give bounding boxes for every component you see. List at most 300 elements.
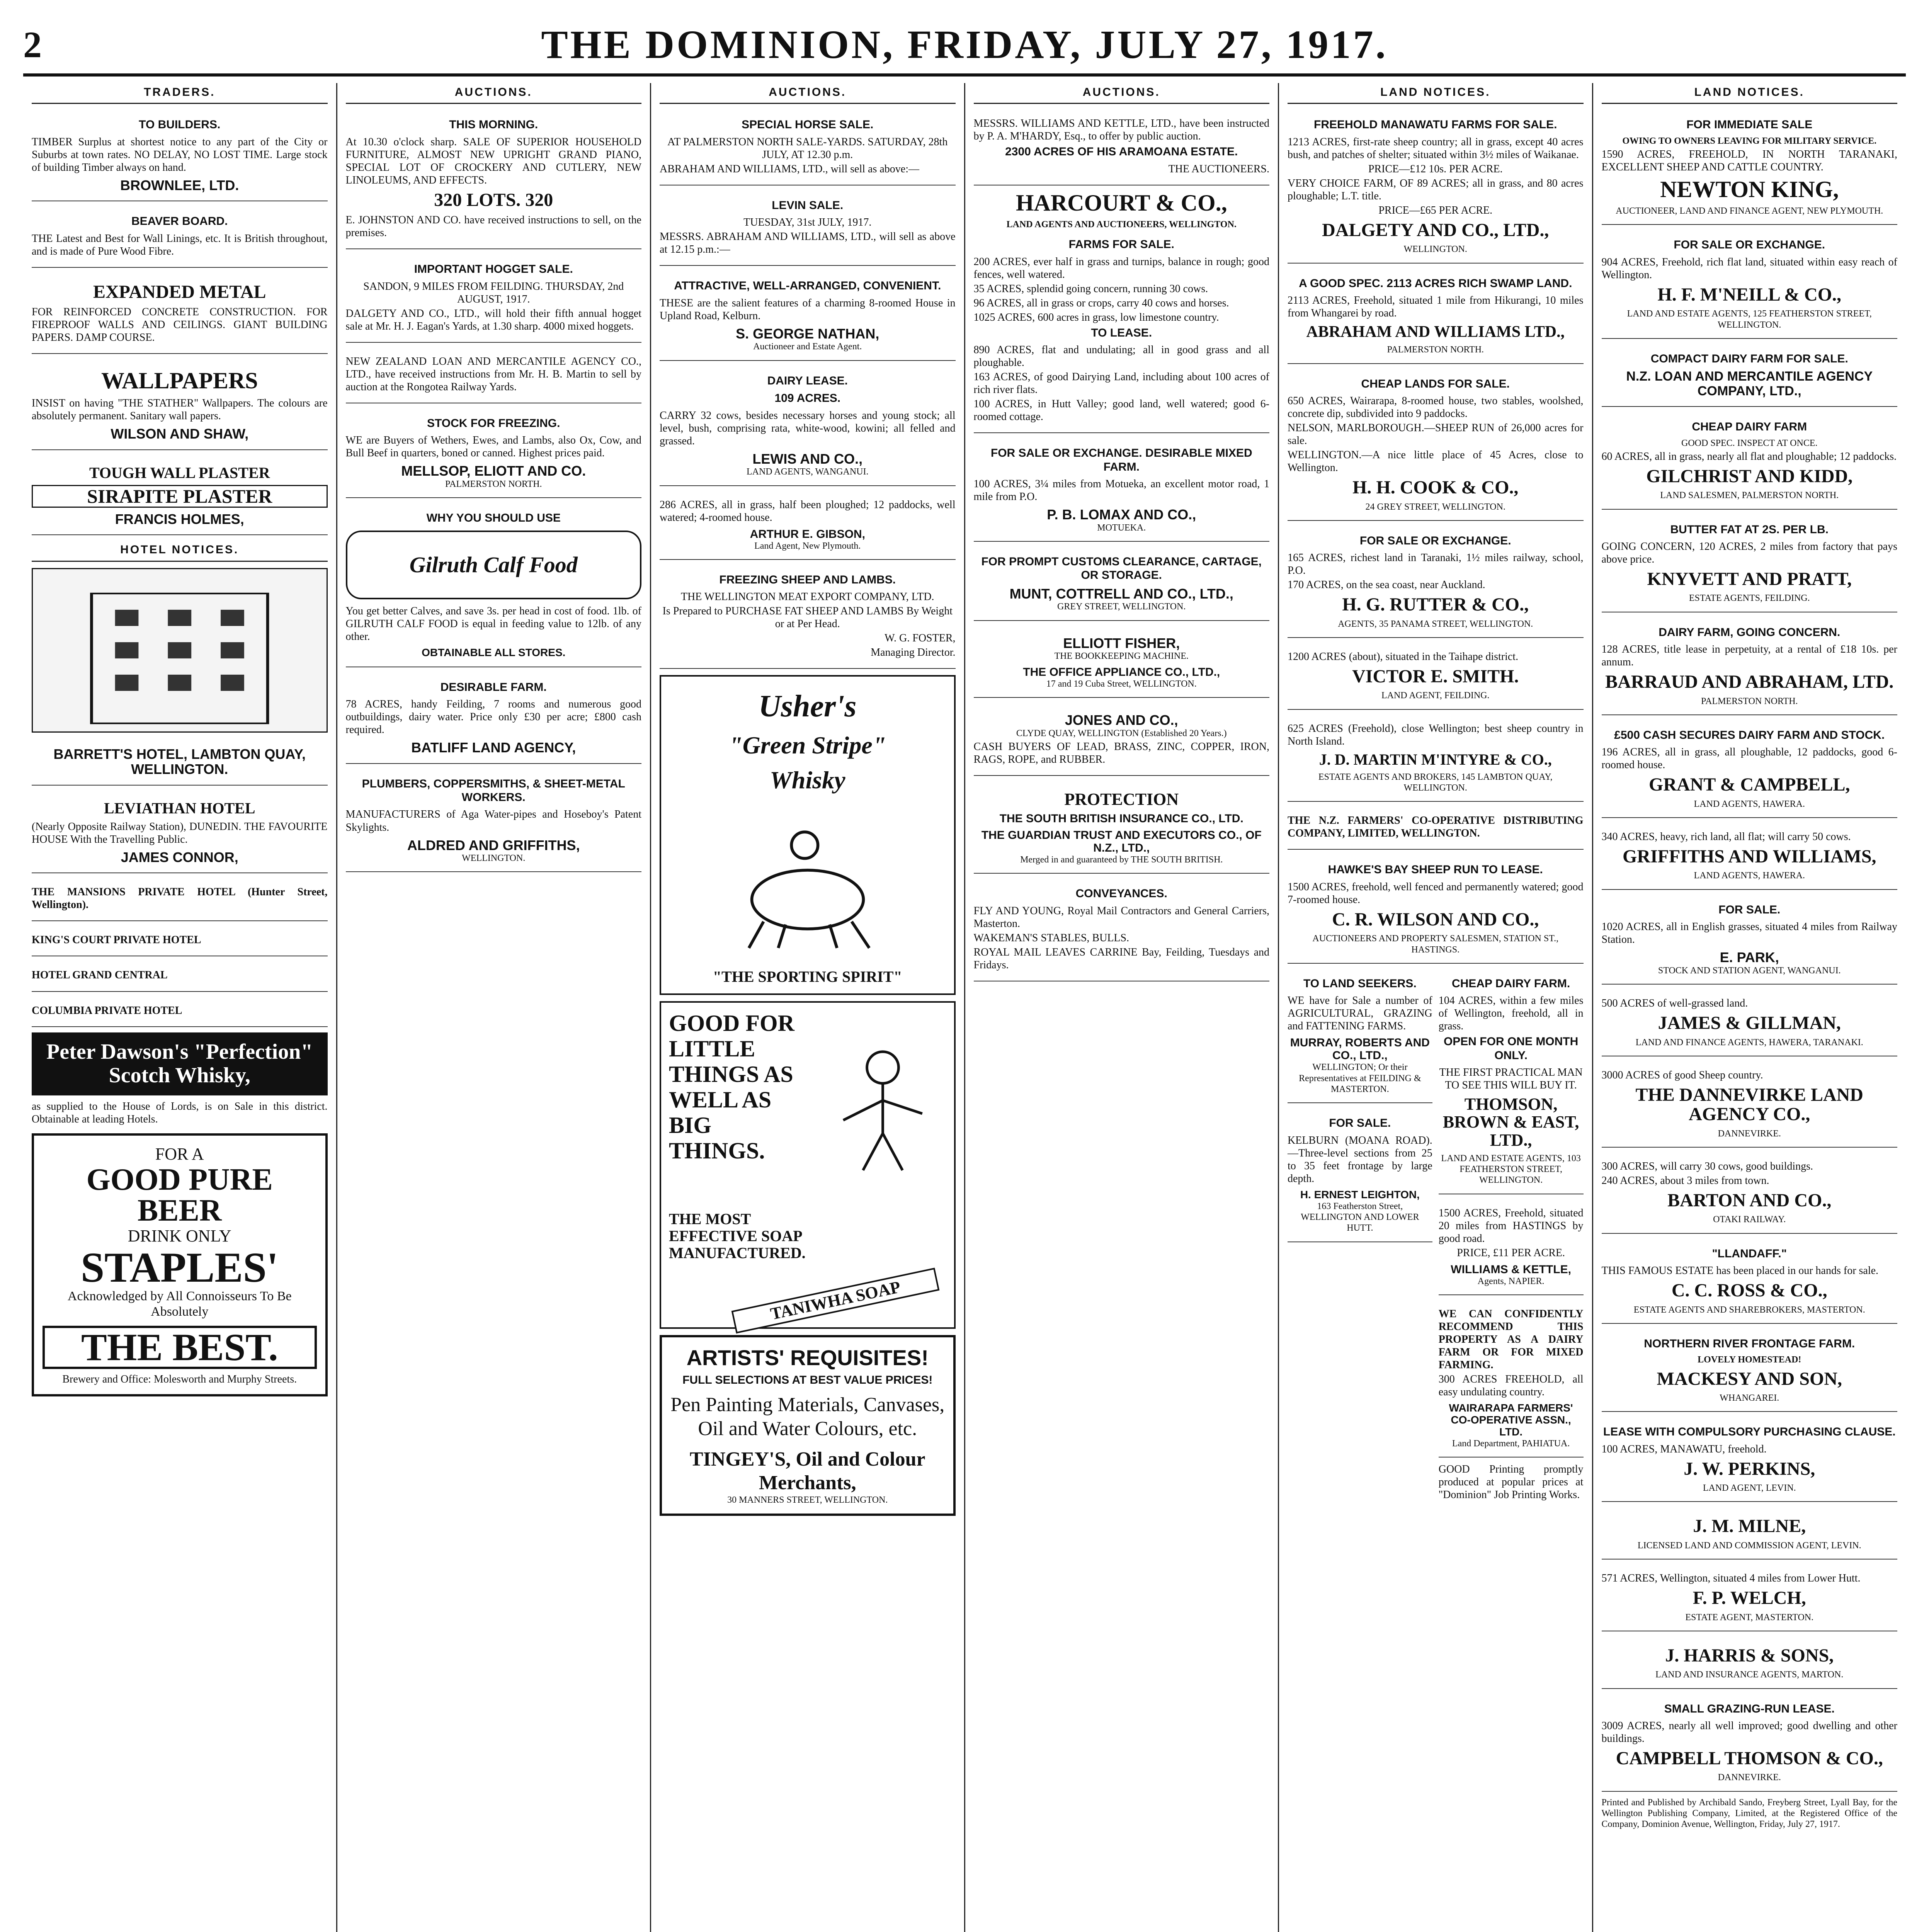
ad-jones (974, 703, 1270, 776)
ad-welch (1602, 1565, 1898, 1631)
ad-body: 200 ACRES, ever half in grass and turnips, balance in rough; good fences, well watered. (973, 255, 1269, 281)
ad-heading: ABRAHAM AND WILLIAMS LTD., (1306, 323, 1565, 341)
ad-subtitle: THIS MORNING. (449, 118, 538, 131)
ad-heading: PROTECTION (1064, 789, 1179, 809)
ad-heading: 320 LOTS. 320 (434, 189, 553, 210)
ad-farmers-coop (1288, 807, 1584, 850)
ad-heading: BARTON AND CO., (1667, 1190, 1832, 1211)
ad-advertiser: THE OFFICE APPLIANCE CO., LTD., (1023, 665, 1220, 679)
ad-location: 17 and 19 Cuba Street, WELLINGTON. (1046, 679, 1197, 689)
ad-kings-court (32, 927, 328, 956)
ad-body: 60 ACRES, all in grass, nearly all flat and ploughable; 12 paddocks. (1601, 450, 1897, 463)
ad-body: NEW ZEALAND LOAN AND MERCANTILE AGENCY CO., LTD., have received instructions from Mr. H. B. Martin to sell by auction at the Rongotea Railway Yards. (345, 355, 641, 393)
ad-location: GREY STREET, WELLINGTON. (1057, 602, 1186, 612)
ad-body: KING'S COURT PRIVATE HOTEL (32, 934, 201, 946)
ad-location: Managing Director. (871, 646, 956, 659)
ad-body: 3000 ACRES of good Sheep country. (1601, 1069, 1763, 1081)
ad-subtitle: "LLANDAFF." (1712, 1247, 1787, 1260)
ad-gilruth (346, 503, 642, 667)
beer-line: Acknowledged by All Connoisseurs To Be Absolutely (67, 1289, 292, 1319)
ad-body: 2113 ACRES, Freehold, situated 1 mile from Hikurangi, 10 miles from Whangarei by road. (1288, 294, 1584, 320)
ad-advertiser: MURRAY, ROBERTS AND CO., LTD., (1290, 1036, 1430, 1062)
column-header: LAND NOTICES. (1288, 83, 1584, 104)
ad-subtitle: FREEZING SHEEP AND LAMBS. (719, 573, 896, 586)
beer-line: FOR A (155, 1144, 204, 1163)
ad-advertiser: BATLIFF LAND AGENCY, (411, 740, 576, 756)
ad-body: THE Latest and Best for Wall Linings, etc. It is British throughout, and is made of Pure Wood Fibre. (32, 232, 328, 257)
ad-subtitle: THE BOOKKEEPING MACHINE. (1054, 651, 1189, 662)
ad-subtitle: TO LEASE. (1091, 326, 1152, 339)
soap-slogan: GOOD FOR LITTLE THINGS AS WELL AS BIG THINGS. (669, 1010, 794, 1164)
ad-mintyre (1288, 715, 1584, 802)
section-header: HOTEL NOTICES. (32, 541, 328, 561)
ad-location: ESTATE AGENT, MASTERTON. (1685, 1612, 1814, 1622)
beer-line: Brewery and Office: Molesworth and Murphy Streets. (62, 1373, 297, 1385)
artists-heading: ARTISTS' REQUISITES! (686, 1345, 929, 1370)
ad-immediate-sale (1602, 110, 1898, 225)
beer-line: GOOD PURE BEER (86, 1162, 273, 1228)
ad-body: 1025 ACRES, 600 acres in grass, low limestone country. (973, 311, 1219, 323)
ad-subtitle: TO BUILDERS. (139, 118, 221, 131)
ad-beaver (32, 207, 328, 267)
ad-location: LAND AND FINANCE AGENTS, HAWERA, TARANAKI. (1635, 1037, 1863, 1048)
ad-location: STOCK AND STATION AGENT, WANGANUI. (1658, 965, 1841, 976)
ad-location: PALMERSTON NORTH. (1387, 345, 1484, 355)
ad-heading: J. M. MILNE, (1693, 1516, 1806, 1537)
ad-mneill (1602, 230, 1898, 338)
ad-advertiser: W. G. FOSTER, (885, 632, 956, 645)
ad-grant-campbell (1602, 721, 1898, 818)
ad-subtitle: SMALL GRAZING-RUN LEASE. (1664, 1702, 1835, 1715)
ad-body: 625 ACRES (Freehold), close Wellington; best sheep country in North Island. (1288, 722, 1584, 747)
ad-timber (32, 110, 328, 201)
ad-body: WE are Buyers of Wethers, Ewes, and Lambs, also Ox, Cow, and Bull Beef in quarters, boned or canned. Highest prices paid. (345, 434, 641, 459)
column-land-notices-2 (1592, 83, 1906, 1932)
ad-body: TUESDAY, 31st JULY, 1917. (743, 216, 872, 229)
ad-price: PRICE, £11 PER ACRE. (1457, 1247, 1565, 1259)
ad-heading: LEVIATHAN HOTEL (104, 799, 255, 817)
ad-location: OTAKI RAILWAY. (1713, 1214, 1786, 1225)
ad-body: MESSRS. WILLIAMS AND KETTLE, LTD., have been instructed by P. A. M'HARDY, Esq., to offer by public auction. (973, 117, 1269, 143)
ad-body: 890 ACRES, flat and undulating; all in good grass and all ploughable. (973, 344, 1269, 369)
ad-dairy-lease (660, 366, 956, 486)
ad-body: WELLINGTON.—A nice little place of 45 Acres, close to Wellington. (1288, 449, 1584, 474)
ad-body: THIS FAMOUS ESTATE has been placed in our hands for sale. (1601, 1265, 1879, 1277)
ad-body: 1590 ACRES, FREEHOLD, IN NORTH TARANAKI, EXCELLENT SHEEP AND CATTLE COUNTRY. (1601, 148, 1897, 173)
ad-location: Auctioneer and Estate Agent. (753, 342, 862, 352)
ad-location: LAND AND INSURANCE AGENTS, MARTON. (1655, 1670, 1844, 1680)
column-header: TRADERS. (32, 83, 328, 104)
ad-body: 100 ACRES, 3¼ miles from Motueka, an excellent motor road, 1 mile from P.O. (973, 478, 1269, 503)
ad-hastings-1500 (1439, 1200, 1584, 1295)
ad-location: LAND SALESMEN, PALMERSTON NORTH. (1660, 490, 1839, 501)
ad-body: (Nearly Opposite Railway Station), DUNEDIN. THE FAVOURITE HOUSE With the Travelling Public. (32, 820, 328, 845)
ad-advertiser: LEWIS AND CO., (752, 451, 863, 467)
ad-location: Agents, NAPIER. (1477, 1276, 1545, 1286)
ad-location: ESTATE AGENTS AND BROKERS, 145 LAMBTON QUAY, WELLINGTON. (1318, 772, 1553, 793)
ad-subtitle: CONVEYANCES. (1075, 887, 1167, 900)
ad-subtitle: CLYDE QUAY, WELLINGTON (Established 20 Years.) (1016, 728, 1227, 738)
ad-heading: JAMES & GILLMAN, (1658, 1013, 1841, 1034)
ad-body: 240 ACRES, about 3 miles from town. (1601, 1175, 1769, 1187)
ad-heading: EXPANDED METAL (93, 281, 266, 302)
ad-body: THESE are the salient features of a charming 8-roomed House in Upland Road, Kelburn. (660, 297, 956, 322)
column-traders (23, 83, 336, 1932)
ad-location: WELLINGTON. (462, 853, 526, 864)
ad-body: as supplied to the House of Lords, is on Sale in this district. Obtainable at leading Hotels. (32, 1100, 328, 1125)
ad-subtitle: FOR SALE. (1329, 1117, 1391, 1130)
ad-subtitle: FOR SALE OR EXCHANGE. (1674, 238, 1825, 252)
ad-subtitle: FOR SALE OR EXCHANGE. (1359, 534, 1511, 547)
harcourt-heading: HARCOURT & CO., (1016, 190, 1227, 216)
ad-body: Is Prepared to PURCHASE FAT SHEEP AND LAMBS By Weight or at Per Head. (662, 605, 953, 630)
artists-merchant: TINGEY'S, Oil and Colour Merchants, (689, 1448, 925, 1494)
ad-body: 1200 ACRES (about), situated in the Taihape district. (1288, 651, 1519, 663)
ad-meat-export (660, 565, 956, 669)
ad-subtitle: ATTRACTIVE, WELL-ARRANGED, CONVENIENT. (674, 279, 941, 293)
column-auctions-1 (336, 83, 650, 1932)
ad-subtitle: HAWKE'S BAY SHEEP RUN TO LEASE. (1328, 863, 1543, 876)
ad-location: DANNEVIRKE. (1718, 1128, 1781, 1139)
ad-body: 340 ACRES, heavy, rich land, all flat; will carry 50 cows. (1601, 831, 1851, 843)
artists-subheading: FULL SELECTIONS AT BEST VALUE PRICES! (682, 1373, 933, 1386)
ad-advertiser: ELLIOTT FISHER, (1063, 635, 1180, 651)
ad-subtitle: DESIRABLE FARM. (440, 680, 547, 694)
beer-line: STAPLES' (81, 1243, 279, 1291)
ad-advertiser: BARRETT'S HOTEL, LAMBTON QUAY, WELLINGTON. (53, 746, 306, 777)
ad-knyvett (1602, 515, 1898, 612)
ad-manawatu-farms (1288, 110, 1584, 263)
ad-body: DALGETY AND CO., LTD., will hold their fifth annual hogget sale at Mr. H. J. Eagan's Yards, at 1.30 sharp. 4000 mixed hoggets. (345, 307, 641, 332)
ad-body: 128 ACRES, title lease in perpetuity, at a rental of £18 10s. per annum. (1601, 643, 1897, 668)
ad-heading: J. HARRIS & SONS, (1665, 1645, 1834, 1666)
ad-body: 165 ACRES, richest land in Taranaki, 1½ miles railway, school, P.O. (1288, 552, 1584, 577)
columns (23, 83, 1906, 1932)
ad-body: 1500 ACRES, freehold, well fenced and permanently watered; good 7-roomed house. (1288, 881, 1584, 906)
ad-printing: GOOD Printing promptly produced at popular prices at "Dominion" Job Printing Works. (1438, 1463, 1584, 1501)
ad-barraud (1602, 618, 1898, 715)
ad-advertiser: MUNT, COTTRELL AND CO., LTD., (1009, 585, 1233, 602)
ad-body: ROYAL MAIL LEAVES CARRINE Bay, Feilding, Tuesdays and Fridays. (973, 946, 1269, 971)
ad-body: E. JOHNSTON AND CO. have received instructions to sell, on the premises. (345, 214, 641, 239)
ad-grand-central (32, 962, 328, 992)
ad-body: THE FIRST PRACTICAL MAN TO SEE THIS WILL BUY IT. (1439, 1066, 1583, 1092)
ad-subtitle: STOCK FOR FREEZING. (427, 417, 560, 430)
ad-body: MESSRS. ABRAHAM AND WILLIAMS, LTD., will sell as above at 12.15 p.m.:— (660, 231, 956, 256)
ad-body: 104 ACRES, within a few miles of Wellington, freehold, all in grass. (1438, 995, 1584, 1032)
ad-body: THE N.Z. FARMERS' CO-OPERATIVE DISTRIBUTING COMPANY, LIMITED, WELLINGTON. (1288, 815, 1584, 840)
ad-price: PRICE—£65 PER ACRE. (1378, 204, 1493, 216)
ad-location: AGENTS, 35 PANAMA STREET, WELLINGTON. (1338, 619, 1533, 629)
ad-plaster (32, 456, 328, 535)
ad-aramoana (974, 110, 1270, 185)
ad-advertiser: N.Z. LOAN AND MERCANTILE AGENCY COMPANY, LTD., (1626, 369, 1873, 398)
ad-griffiths (1602, 823, 1898, 890)
ad-munt-cottrell (974, 547, 1270, 621)
ad-location: AUCTIONEER, LAND AND FINANCE AGENT, NEW PLYMOUTH. (1616, 206, 1883, 216)
ad-location: WELLINGTON; Or their Representatives at FEILDING & MASTERTON. (1299, 1062, 1421, 1095)
ad-location: WELLINGTON. (1403, 244, 1467, 255)
ad-nz-loan (346, 348, 642, 403)
ad-llandaff (1602, 1239, 1898, 1324)
ad-advertiser: E. PARK, (1720, 949, 1779, 966)
ad-body: 1020 ACRES, all in English grasses, situated 4 miles from Railway Station. (1601, 921, 1897, 946)
ad-body: 170 ACRES, on the sea coast, near Auckland. (1288, 579, 1485, 591)
ad-body: HOTEL GRAND CENTRAL (32, 969, 168, 981)
ad-location: LAND AND ESTATE AGENTS, 103 FEATHERSTON STREET, WELLINGTON. (1441, 1153, 1581, 1185)
ad-heading: NEWTON KING, (1660, 177, 1839, 202)
column-header: AUCTIONS. (346, 83, 642, 104)
ad-286-acres (660, 492, 956, 560)
ad-subtitle: DAIRY FARM, GOING CONCERN. (1659, 626, 1841, 639)
ad-rutter (1288, 526, 1584, 638)
ad-location: PALMERSTON NORTH. (445, 479, 542, 490)
column-header: AUCTIONS. (974, 83, 1270, 104)
ad-artists-requisites (660, 1335, 956, 1515)
ad-advertiser: BROWNLEE, LTD. (120, 177, 239, 193)
ad-location: MOTUEKA. (1097, 522, 1146, 533)
ad-subtitle: 109 ACRES. (774, 392, 841, 405)
ad-heading: TOUGH WALL PLASTER (89, 464, 270, 482)
ad-body: FLY AND YOUNG, Royal Mail Contractors and General Carriers, Masterton. (973, 905, 1269, 930)
figure-icon (810, 1026, 942, 1188)
ad-advertiser: WILSON AND SHAW, (111, 426, 249, 442)
ad-body: 78 ACRES, handy Feilding, 7 rooms and numerous good outbuildings, dairy water. Price only £30 per acre; £800 cash required. (345, 698, 641, 736)
column-land-notices-1 (1278, 83, 1592, 1932)
ad-heading: CAMPBELL THOMSON & CO., (1616, 1748, 1883, 1769)
ad-heading: GRIFFITHS AND WILLIAMS, (1622, 846, 1876, 867)
split-right (1439, 969, 1584, 1503)
ad-advertiser: S. GEORGE NATHAN, (736, 325, 879, 342)
ad-subtitle: LEVIN SALE. (772, 199, 844, 212)
ad-heading: GILCHRIST AND KIDD, (1646, 466, 1853, 486)
ad-land-seekers (1288, 969, 1432, 1103)
ad-advertiser: JONES AND CO., (1065, 712, 1178, 728)
ad-body: 35 ACRES, splendid going concern, running 30 cows. (973, 282, 1208, 295)
ad-subtitle: OWING TO OWNERS LEAVING FOR MILITARY SERVICE. (1622, 136, 1877, 146)
ad-body: INSIST on having "THE STATHER" Wallpapers. The colours are absolutely permanent. Sanitary wall papers. (32, 397, 328, 422)
ad-body: THE WELLINGTON MEAT EXPORT COMPANY, LTD. (680, 591, 934, 603)
ad-body: SANDON, 9 MILES FROM FEILDING. THURSDAY, 2nd AUGUST, 1917. (363, 280, 624, 305)
ad-body: AT PALMERSTON NORTH SALE-YARDS. SATURDAY, 28th JULY, AT 12.30 p.m. (667, 136, 948, 161)
ad-subtitle: WHY YOU SHOULD USE (426, 512, 561, 525)
split-left (1288, 969, 1432, 1503)
ad-advertiser: THE GUARDIAN TRUST AND EXECUTORS CO., OF N.Z., LTD., (981, 829, 1262, 855)
ad-heading: THE DANNEVIRKE LAND AGENCY CO., (1635, 1084, 1863, 1125)
ad-body: 300 ACRES, will carry 30 cows, good buildings. (1601, 1160, 1813, 1172)
ad-body: 650 ACRES, Wairarapa, 8-roomed house, two stables, woolshed, concrete dip, subdivided into 9 paddocks. (1288, 395, 1584, 420)
ad-advertiser: FRANCIS HOLMES, (115, 511, 244, 527)
jockey-icon (691, 804, 925, 951)
masthead (23, 15, 1906, 77)
soap-claim: THE MOST EFFECTIVE SOAP MANUFACTURED. (669, 1210, 806, 1262)
ad-dannevirke (1602, 1062, 1898, 1148)
ad-heading: H. F. M'NEILL & CO., (1657, 284, 1842, 305)
ad-swamp-land (1288, 269, 1584, 364)
ad-body: 1500 ACRES, Freehold, situated 20 miles from HASTINGS by good road. (1438, 1207, 1584, 1245)
beer-line: DRINK ONLY (128, 1226, 231, 1245)
ad-park (1602, 895, 1898, 985)
ad-subtitle: SPECIAL HORSE SALE. (742, 118, 874, 131)
ad-mackesy (1602, 1329, 1898, 1412)
ad-cheap-lands (1288, 369, 1584, 521)
ad-subtitle: LOVELY HOMESTEAD! (1698, 1355, 1801, 1365)
ad-subtitle: COMPACT DAIRY FARM FOR SALE. (1650, 352, 1848, 365)
ad-subtitle: 2300 ACRES OF HIS ARAMOANA ESTATE. (1005, 145, 1238, 158)
ad-location: PALMERSTON NORTH. (1701, 696, 1798, 706)
ad-heading: F. P. WELCH, (1693, 1588, 1806, 1609)
ad-body: 196 ACRES, all in grass, all ploughable, 12 paddocks, good 6-roomed house. (1601, 746, 1897, 771)
ad-compact-dairy (1602, 344, 1898, 407)
column-header: LAND NOTICES. (1602, 83, 1898, 104)
ad-desirable-farm (346, 673, 642, 764)
ad-location: 163 Featherston Street, WELLINGTON AND LOWER HUTT. (1301, 1201, 1419, 1233)
ad-motueka-farm (974, 439, 1270, 542)
ad-body: 100 ACRES, MANAWATU, freehold. (1601, 1443, 1767, 1455)
ad-advertiser: MELLSOP, ELIOTT AND CO. (401, 463, 586, 479)
ad-location: Land Agent, New Plymouth. (754, 541, 861, 551)
ad-price: PRICE—£12 10s. PER ACRE. (1368, 163, 1503, 175)
ad-subtitle: NORTHERN RIVER FRONTAGE FARM. (1644, 1337, 1855, 1350)
ad-subtitle: FOR PROMPT CUSTOMS CLEARANCE, CARTAGE, OR STORAGE. (981, 555, 1262, 582)
ad-heading: MACKESY AND SON, (1657, 1368, 1842, 1389)
soap-bar: TANIWHA SOAP (731, 1267, 939, 1333)
ad-body: KELBURN (MOANA ROAD).—Three-level sections from 25 to 35 feet frontage by large depth. (1288, 1134, 1432, 1185)
ad-hogget-sale (346, 255, 642, 343)
ad-heading: VICTOR E. SMITH. (1352, 666, 1519, 687)
ad-body: 286 ACRES, all in grass, half been ploughed; 12 paddocks, well watered; 4-roomed house. (660, 498, 956, 524)
ad-subtitle: CHEAP DAIRY FARM. (1452, 977, 1570, 990)
ad-heading: C. R. WILSON AND CO., (1332, 909, 1539, 930)
ushers-whisky-text: Whisky (769, 766, 845, 794)
beer-line: THE BEST. (43, 1326, 317, 1369)
ad-body: FOR REINFORCED CONCRETE CONSTRUCTION. FOR FIREPROOF WALLS AND CEILINGS. GIANT BUILDING PAPERS. DAMP COURSE. (32, 306, 328, 344)
ad-subtitle: A GOOD SPEC. 2113 ACRES RICH SWAMP LAND. (1299, 277, 1572, 290)
ad-cheap-dairy (1439, 969, 1584, 1194)
ad-advertiser: ARTHUR E. GIBSON, (750, 527, 865, 541)
ad-body: GOING CONCERN, 120 ACRES, 2 miles from factory that pays above price. (1601, 540, 1897, 565)
ushers-title: Usher's (759, 689, 857, 724)
ad-harcourt-farms (974, 230, 1270, 433)
ad-conveyances (974, 879, 1270, 981)
ad-body: 300 ACRES FREEHOLD, all easy undulating country. (1438, 1373, 1584, 1398)
ad-body: WE CAN CONFIDENTLY RECOMMEND THIS PROPERTY AS A DAIRY FARM OR FOR MIXED FARMING. (1438, 1308, 1584, 1371)
ad-wairarapa (1439, 1301, 1584, 1458)
ad-body: THE MANSIONS PRIVATE HOTEL (Hunter Street, Wellington). (32, 886, 328, 911)
page-number: 2 (23, 24, 42, 65)
ad-body: VERY CHOICE FARM, OF 89 ACRES; all in grass, and 80 acres ploughable; L.T. title. (1288, 177, 1584, 202)
ad-expanded-metal (32, 273, 328, 354)
ad-body: CASH BUYERS OF LEAD, BRASS, ZINC, COPPER, IRON, RAGS, ROPE, and RUBBER. (973, 740, 1269, 765)
ad-levin-sale (660, 191, 956, 266)
ad-kelburn (1288, 1109, 1432, 1242)
ad-location: Land Department, PAHIATUA. (1452, 1438, 1570, 1449)
column-header: AUCTIONS. (660, 83, 956, 104)
ad-body: At 10.30 o'clock sharp. SALE OF SUPERIOR HOUSEHOLD FURNITURE, ALMOST NEW UPRIGHT GRAND PIANO, SPECIAL LOT OF CROCKERY AND CUTLERY, NEW LINOLEUMS, AND EFFECTS. (345, 136, 641, 186)
ad-location: 24 GREY STREET, WELLINGTON. (1365, 502, 1505, 512)
ad-barretts (32, 737, 328, 786)
ad-subtitle: FOR SALE OR EXCHANGE. DESIRABLE MIXED FARM. (990, 447, 1252, 473)
ad-elliott-fisher (974, 626, 1270, 698)
ad-location: LAND AGENTS, HAWERA. (1694, 799, 1805, 809)
ushers-slogan: "THE SPORTING SPIRIT" (713, 968, 902, 986)
ad-leviathan (32, 791, 328, 874)
ad-body: 904 ACRES, Freehold, rich flat land, situated within easy reach of Wellington. (1601, 256, 1897, 281)
ad-body: NELSON, MARLBOROUGH.—SHEEP RUN of 26,000 acres for sale. (1288, 422, 1584, 447)
ad-heading: Peter Dawson's "Perfection" Scotch Whisky, (46, 1039, 313, 1088)
hotel-illustration (32, 568, 328, 733)
ad-subtitle: GOOD SPEC. INSPECT AT ONCE. (1681, 438, 1818, 448)
ad-location: LAND AGENTS, WANGANUI. (746, 467, 869, 477)
ad-advertiser: THE AUCTIONEERS. (1168, 163, 1269, 175)
ad-body: ABRAHAM AND WILLIAMS, LTD., will sell as above:— (660, 163, 919, 175)
ad-advertiser: OBTAINABLE ALL STORES. (422, 646, 566, 658)
ad-ushers-whisky (660, 675, 956, 995)
ad-heading: H. H. COOK & CO., (1352, 477, 1519, 498)
ad-subtitle: FOR SALE. (1718, 903, 1781, 916)
ad-perkins (1602, 1417, 1898, 1502)
ad-gilchrist (1602, 412, 1898, 509)
ad-body: 96 ACRES, all in grass or crops, carry 40 cows and horses. (973, 297, 1229, 309)
ad-campbell-thomson (1602, 1694, 1898, 1792)
ad-heading: J. W. PERKINS, (1684, 1458, 1815, 1479)
ad-subtitle: IMPORTANT HOGGET SALE. (414, 263, 573, 276)
ushers-subtitle: "Green Stripe" (729, 731, 886, 759)
ad-subtitle: FREEHOLD MANAWATU FARMS FOR SALE. (1314, 118, 1557, 131)
ad-james-gillman (1602, 990, 1898, 1056)
ad-subtitle: OPEN FOR ONE MONTH ONLY. (1443, 1035, 1579, 1062)
ad-subtitle: BEAVER BOARD. (131, 215, 228, 228)
ad-advertiser: WILLIAMS & KETTLE, (1451, 1263, 1571, 1276)
ad-body: WAKEMAN'S STABLES, BULLS. (973, 932, 1130, 944)
ad-advertiser: H. ERNEST LEIGHTON, (1300, 1188, 1420, 1201)
ad-subtitle: DAIRY LEASE. (767, 374, 848, 387)
ad-subtitle: FARMS FOR SALE. (1068, 238, 1174, 251)
column-auctions-3 (964, 83, 1278, 1932)
ad-heading: SIRAPITE PLASTER (32, 485, 328, 508)
ad-staples-beer (32, 1133, 328, 1396)
ad-mansions (32, 879, 328, 921)
artists-address: 30 MANNERS STREET, WELLINGTON. (727, 1495, 888, 1505)
ad-body: COLUMBIA PRIVATE HOTEL (32, 1004, 182, 1017)
ad-this-morning (346, 110, 642, 249)
ad-subtitle: TO LAND SEEKERS. (1303, 977, 1417, 990)
ad-heading: WALLPAPERS (101, 368, 258, 394)
ad-location: DANNEVIRKE. (1718, 1772, 1781, 1783)
ad-body: MANUFACTURERS of Aga Water-pipes and Hoseboy's Patent Skylights. (345, 808, 641, 833)
ad-location: AUCTIONEERS AND PROPERTY SALESMEN, STATION ST., HASTINGS. (1312, 934, 1559, 955)
ad-location: WHANGAREI. (1720, 1393, 1779, 1403)
ad-hawkes-bay (1288, 855, 1584, 963)
ad-subtitle: FOR IMMEDIATE SALE (1686, 118, 1813, 131)
ad-body: TIMBER Surplus at shortest notice to any part of the City or Suburbs at town rates. NO DELAY, NO LOST TIME. Large stock of building Timber always on hand. (32, 136, 328, 173)
ad-peter-dawson (32, 1032, 328, 1095)
ad-subtitle: £500 CASH SECURES DAIRY FARM AND STOCK. (1614, 728, 1885, 742)
ad-advertiser: P. B. LOMAX AND CO., (1047, 507, 1196, 523)
ad-heading: BARRAUD AND ABRAHAM, LTD. (1605, 672, 1894, 692)
ad-subtitle: CHEAP LANDS FOR SALE. (1361, 377, 1510, 390)
ad-wallpapers (32, 359, 328, 450)
ad-heading: DALGETY AND CO., LTD., (1322, 219, 1549, 240)
paper-title: THE DOMINION, FRIDAY, JULY 27, 1917. (541, 22, 1388, 67)
ad-body: CARRY 32 cows, besides necessary horses and young stock; all level, bush, comprising rata, white-wood, kowini; all felled and grassed. (660, 409, 956, 447)
ad-advertiser: THE SOUTH BRITISH INSURANCE CO., LTD. (999, 812, 1243, 825)
ad-subtitle: BUTTER FAT AT 2S. PER LB. (1670, 523, 1829, 536)
ad-heading: J. D. MARTIN M'INTYRE & CO., (1319, 750, 1552, 768)
ad-heading: THOMSON, BROWN & EAST, LTD., (1442, 1095, 1579, 1150)
split-block (1288, 969, 1584, 1503)
artists-body: Pen Painting Materials, Canvases, Oil and Water Colours, etc. (670, 1393, 945, 1440)
